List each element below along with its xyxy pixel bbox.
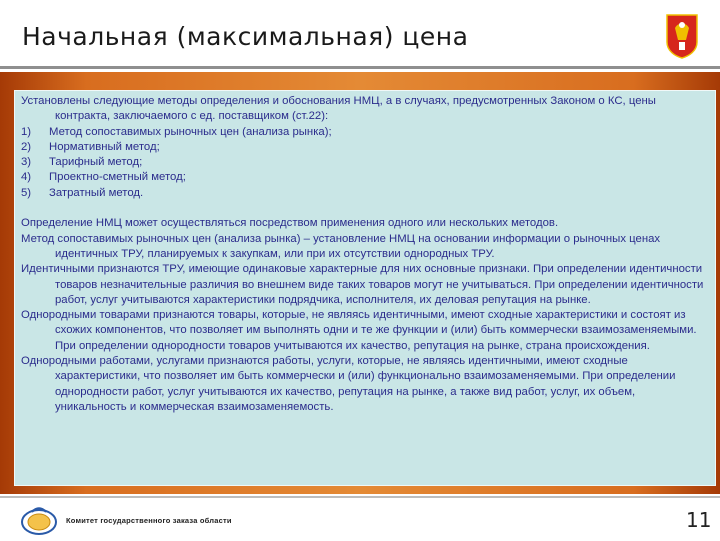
list-number: 5) xyxy=(21,186,32,199)
page-number: 11 xyxy=(686,508,712,532)
body-paragraph: Метод сопоставимых рыночных цен (анализа рынка) – установление НМЦ на основании информации о рыночных ценах идентичных ТРУ, планируемых к закупкам, или при их отсутствии однородных ТРУ. xyxy=(21,232,661,260)
spacer xyxy=(21,201,709,216)
list-number: 1) xyxy=(21,125,32,138)
committee-logo-icon xyxy=(20,506,58,536)
header-divider xyxy=(0,66,720,69)
list-text: Метод сопоставимых рыночных цен (анализа рынка); xyxy=(49,125,332,138)
coat-of-arms-icon xyxy=(664,12,700,60)
list-text: Проектно-сметный метод; xyxy=(49,171,186,184)
method-list-item xyxy=(21,125,709,140)
method-list-item xyxy=(21,186,709,201)
method-list-item xyxy=(21,155,709,170)
body-paragraph: Однородными товарами признаются товары, которые, не являясь идентичными, имеют сходные характеристики и состоят из схожих компонентов, что позволяет им выполнять одни и те же функции и (или) быть коммерчески взаимозаменяемыми. При определении однородности товаров учитываются их качество, репутация на рынке, страна происхождения. xyxy=(21,309,697,352)
slide-title: Начальная (максимальная) цена xyxy=(22,22,469,51)
list-text: Нормативный метод; xyxy=(49,140,160,153)
content-text xyxy=(21,94,709,415)
body-paragraph: Идентичными признаются ТРУ, имеющие одинаковые характерные для них основные признаки. При определении идентичности товаров незначительные различия во внешнем виде таких товаров могут не учитываться. При определении идентичности работ, услуг учитываются характеристики подрядчика, исполнителя, их деловая репутация на рынке. xyxy=(21,263,704,306)
content-panel xyxy=(14,90,716,486)
list-text: Затратный метод. xyxy=(49,186,144,199)
organization-name: Комитет государственного заказа области xyxy=(66,516,232,525)
list-text: Тарифный метод; xyxy=(49,156,143,169)
list-number: 4) xyxy=(21,171,32,184)
body-paragraph: Определение НМЦ может осуществляться посредством применения одного или нескольких методов. xyxy=(21,217,559,230)
method-list-item xyxy=(21,140,709,155)
body-paragraph: Однородными работами, услугами признаются работы, услуги, которые, не являясь идентичными, имеют сходные характеристики, что позволяет им быть коммерчески и (или) функционально взаимозаменяемыми. При определении однородности работ, услуг учитываются их качество, репутация на рынке, а также вид работ, услуг, их объем, уникальность и коммерческая взаимозаменяемость. xyxy=(21,355,676,413)
list-number: 3) xyxy=(21,156,32,169)
method-list-item xyxy=(21,170,709,185)
intro-paragraph: Установлены следующие методы определения и обоснования НМЦ, а в случаях, предусмотренных Законом о КС, цены контракта, заключаемого с ед. поставщиком (ст.22): xyxy=(21,95,656,123)
list-number: 2) xyxy=(21,140,32,153)
footer-divider xyxy=(0,496,720,498)
